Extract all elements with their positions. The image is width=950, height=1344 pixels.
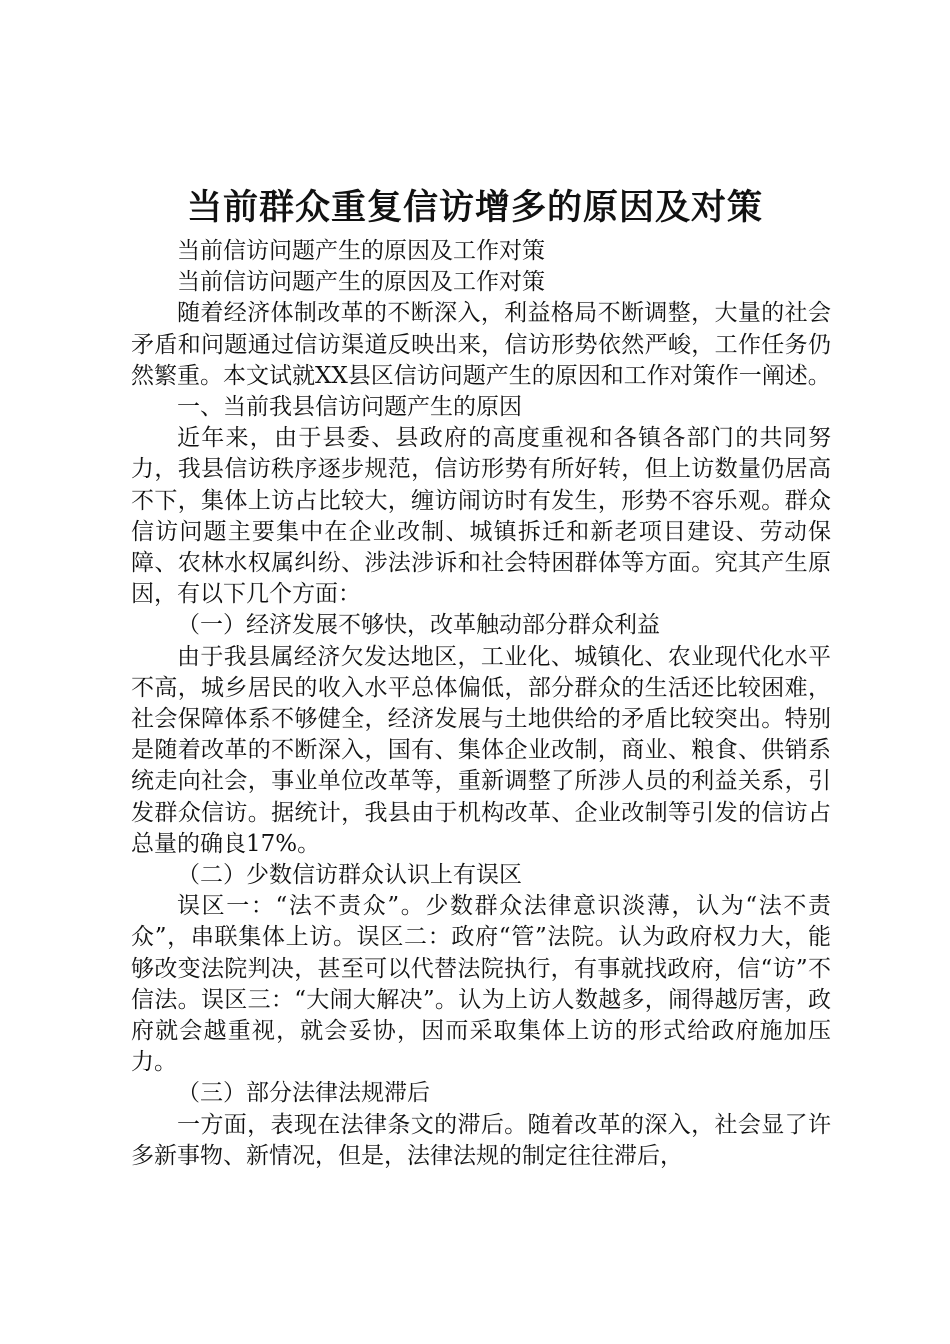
section-heading: 一、当前我县信访问题产生的原因 (177, 394, 522, 421)
body-paragraph: 一方面，表现在法律条文的滞后。随着改革的深入，社会显了许多新事物、新情况，但是，法律法规的制定往往滞后， (131, 1111, 831, 1169)
subtitle-line: 当前信访问题产生的原因及工作对策 (177, 269, 545, 296)
subsection-heading: （一）经济发展不够快，改革触动部分群众利益 (177, 612, 660, 639)
subtitle-line: 当前信访问题产生的原因及工作对策 (177, 238, 545, 264)
body-paragraph: 误区一：“法不责众”。少数群众法律意识淡薄，认为“法不责众”，串联集体上访。误区二：政府“管”法院。认为政府权力大，能够改变法院判决，甚至可以代替法院执行，有事就找政府，信“访”不信法。误区三：“大闹大解决”。认为上访人数越多，闹得越厉害，政府就会越重视，就会妥协，因而采取集体上访的形式给政府施加压力。 (131, 893, 831, 1076)
subsection-heading: （二）少数信访群众认识上有误区 (177, 862, 522, 889)
document-body (131, 236, 831, 1172)
subsection-heading: （三）部分法律法规滞后 (177, 1080, 430, 1107)
body-paragraph: 近年来，由于县委、县政府的高度重视和各镇各部门的共同努力，我县信访秩序逐步规范，信访形势有所好转，但上访数量仍居高不下，集体上访占比较大，缠访闹访时有发生，形势不容乐观。群众信访问题主要集中在企业改制、城镇拆迁和新老项目建设、劳动保障、农林水权属纠纷、涉法涉诉和社会特困群体等方面。究其产生原因，有以下几个方面： (131, 425, 831, 608)
body-paragraph: 由于我县属经济欠发达地区，工业化、城镇化、农业现代化水平不高，城乡居民的收入水平总体偏低，部分群众的生活还比较困难，社会保障体系不够健全，经济发展与土地供给的矛盾比较突出。特别是随着改革的不断深入，国有、集体企业改制，商业、粮食、供销系统走向社会，事业单位改革等，重新调整了所涉人员的利益关系，引发群众信访。据统计，我县由于机构改革、企业改制等引发的信访占总量的确良17%。 (131, 643, 831, 857)
document-title: 当前群众重复信访增多的原因及对策 (186, 188, 763, 228)
intro-paragraph: 随着经济体制改革的不断深入，利益格局不断调整，大量的社会矛盾和问题通过信访渠道反映出来，信访形势依然严峻，工作任务仍然繁重。本文试就XX县区信访问题产生的原因和工作对策作一阐述。 (131, 300, 831, 389)
